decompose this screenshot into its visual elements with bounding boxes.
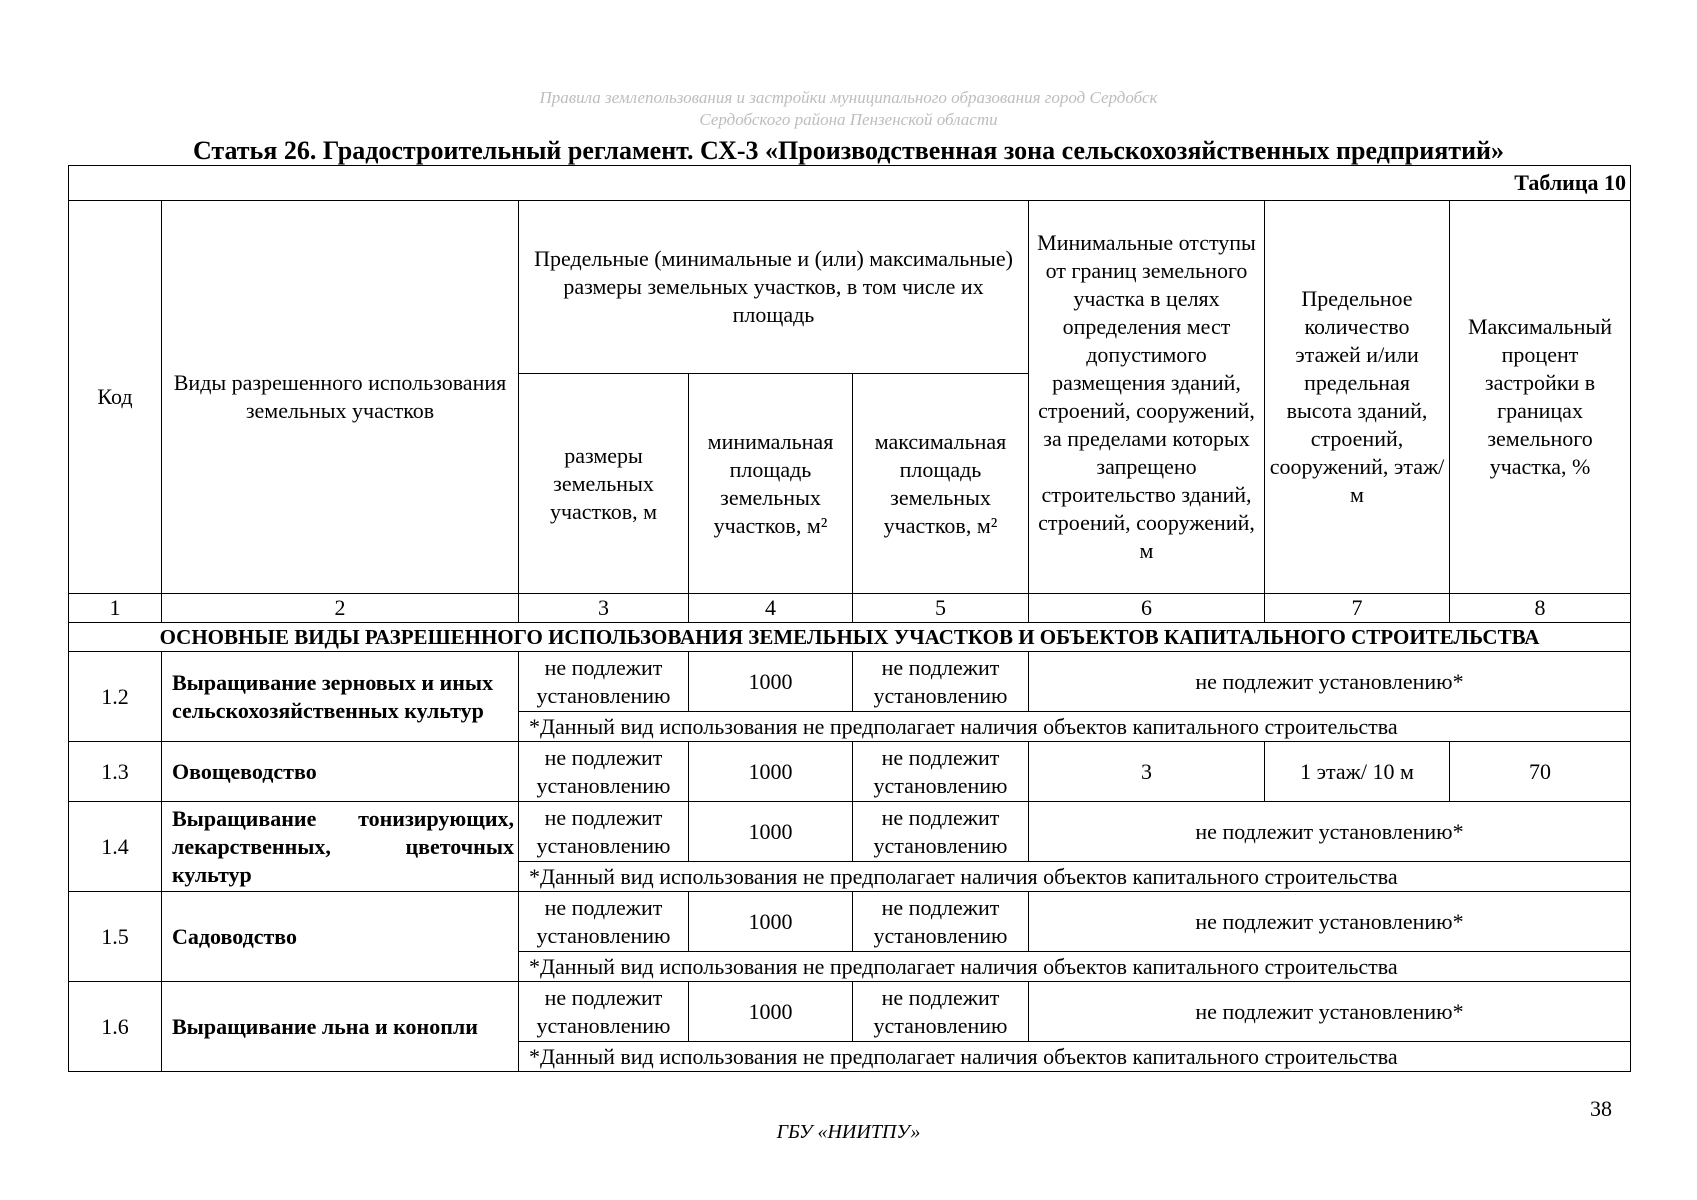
row-name: Выращивание зерновых и иных сельскохозяйственных культур <box>162 652 519 742</box>
col-number: 1 <box>69 594 162 623</box>
row-code: 1.5 <box>69 892 162 982</box>
row-code: 1.3 <box>69 742 162 802</box>
row-code: 1.4 <box>69 802 162 892</box>
col-header-coverage: Максимальный процент застройки в границах земельного участка, % <box>1450 201 1631 594</box>
row-coverage: 70 <box>1450 742 1631 802</box>
row-name: Выращивание тонизирующих, лекарственных, цветочных культур <box>162 802 519 892</box>
col-header-min-area: минимальная площадь земельных участков, м² <box>689 374 853 594</box>
row-max-area: не подлежит установлению <box>853 892 1029 952</box>
row-min-area: 1000 <box>689 892 853 952</box>
row-rest: не подлежит установлению* <box>1029 892 1631 952</box>
row-code: 1.6 <box>69 982 162 1072</box>
col-number: 4 <box>689 594 853 623</box>
row-rest: не подлежит установлению* <box>1029 652 1631 712</box>
col-header-code: Код <box>69 201 162 594</box>
col-header-limits-group: Предельные (минимальные и (или) максимальные) размеры земельных участков, в том числе их площадь <box>519 201 1029 374</box>
row-note: *Данный вид использования не предполагает наличия объектов капитального строительства <box>519 862 1631 892</box>
col-number: 2 <box>162 594 519 623</box>
row-note: *Данный вид использования не предполагает наличия объектов капитального строительства <box>519 1042 1631 1072</box>
col-number: 8 <box>1450 594 1631 623</box>
col-header-setbacks: Минимальные отступы от границ земельного участка в целях определения мест допустимого размещения зданий, строений, сооружений, за пределами которых запрещено строительство зданий, строений, сооружений, м <box>1029 201 1265 594</box>
row-name: Выращивание льна и конопли <box>162 982 519 1072</box>
row-min-area: 1000 <box>689 652 853 712</box>
row-code: 1.2 <box>69 652 162 742</box>
row-setbacks: 3 <box>1029 742 1265 802</box>
row-min-area: 1000 <box>689 802 853 862</box>
col-number: 3 <box>519 594 689 623</box>
col-number: 7 <box>1265 594 1450 623</box>
article-title: Статья 26. Градостроительный регламент. СХ-3 «Производственная зона сельскохозяйственных предприятий» <box>192 136 1505 165</box>
running-header-line2: Сердобского района Пензенской области <box>699 110 998 129</box>
table-label: Таблица 10 <box>69 166 1631 201</box>
row-min-area: 1000 <box>689 982 853 1042</box>
col-number: 5 <box>853 594 1029 623</box>
footer-organization: ГБУ «НИИТПУ» <box>776 1121 921 1143</box>
row-sizes: не подлежит установлению <box>519 652 689 712</box>
col-header-sizes: размеры земельных участков, м <box>519 374 689 594</box>
row-max-area: не подлежит установлению <box>853 742 1029 802</box>
col-header-max-area: максимальная площадь земельных участков, м² <box>853 374 1029 594</box>
col-header-floors: Предельное количество этажей и/или предельная высота зданий, строений, сооружений, этаж/м <box>1265 201 1450 594</box>
row-rest: не подлежит установлению* <box>1029 982 1631 1042</box>
row-floors: 1 этаж/ 10 м <box>1265 742 1450 802</box>
row-sizes: не подлежит установлению <box>519 802 689 862</box>
running-header-line1: Правила землепользования и застройки муниципального образования город Сердобск <box>539 88 1158 107</box>
row-name: Овощеводство <box>162 742 519 802</box>
row-sizes: не подлежит установлению <box>519 892 689 952</box>
row-max-area: не подлежит установлению <box>853 802 1029 862</box>
col-number: 6 <box>1029 594 1265 623</box>
page-number: 38 <box>1590 1096 1612 1121</box>
regulation-table <box>68 165 1631 1072</box>
row-max-area: не подлежит установлению <box>853 982 1029 1042</box>
col-header-kind: Виды разрешенного использования земельных участков <box>162 201 519 594</box>
row-rest: не подлежит установлению* <box>1029 802 1631 862</box>
section-heading: ОСНОВНЫЕ ВИДЫ РАЗРЕШЕННОГО ИСПОЛЬЗОВАНИЯ ЗЕМЕЛЬНЫХ УЧАСТКОВ И ОБЪЕКТОВ КАПИТАЛЬНОГО СТРОИТЕЛЬСТВА <box>69 623 1631 652</box>
row-min-area: 1000 <box>689 742 853 802</box>
row-sizes: не подлежит установлению <box>519 742 689 802</box>
row-name: Садоводство <box>162 892 519 982</box>
row-note: *Данный вид использования не предполагает наличия объектов капитального строительства <box>519 712 1631 742</box>
row-max-area: не подлежит установлению <box>853 652 1029 712</box>
row-sizes: не подлежит установлению <box>519 982 689 1042</box>
row-note: *Данный вид использования не предполагает наличия объектов капитального строительства <box>519 952 1631 982</box>
